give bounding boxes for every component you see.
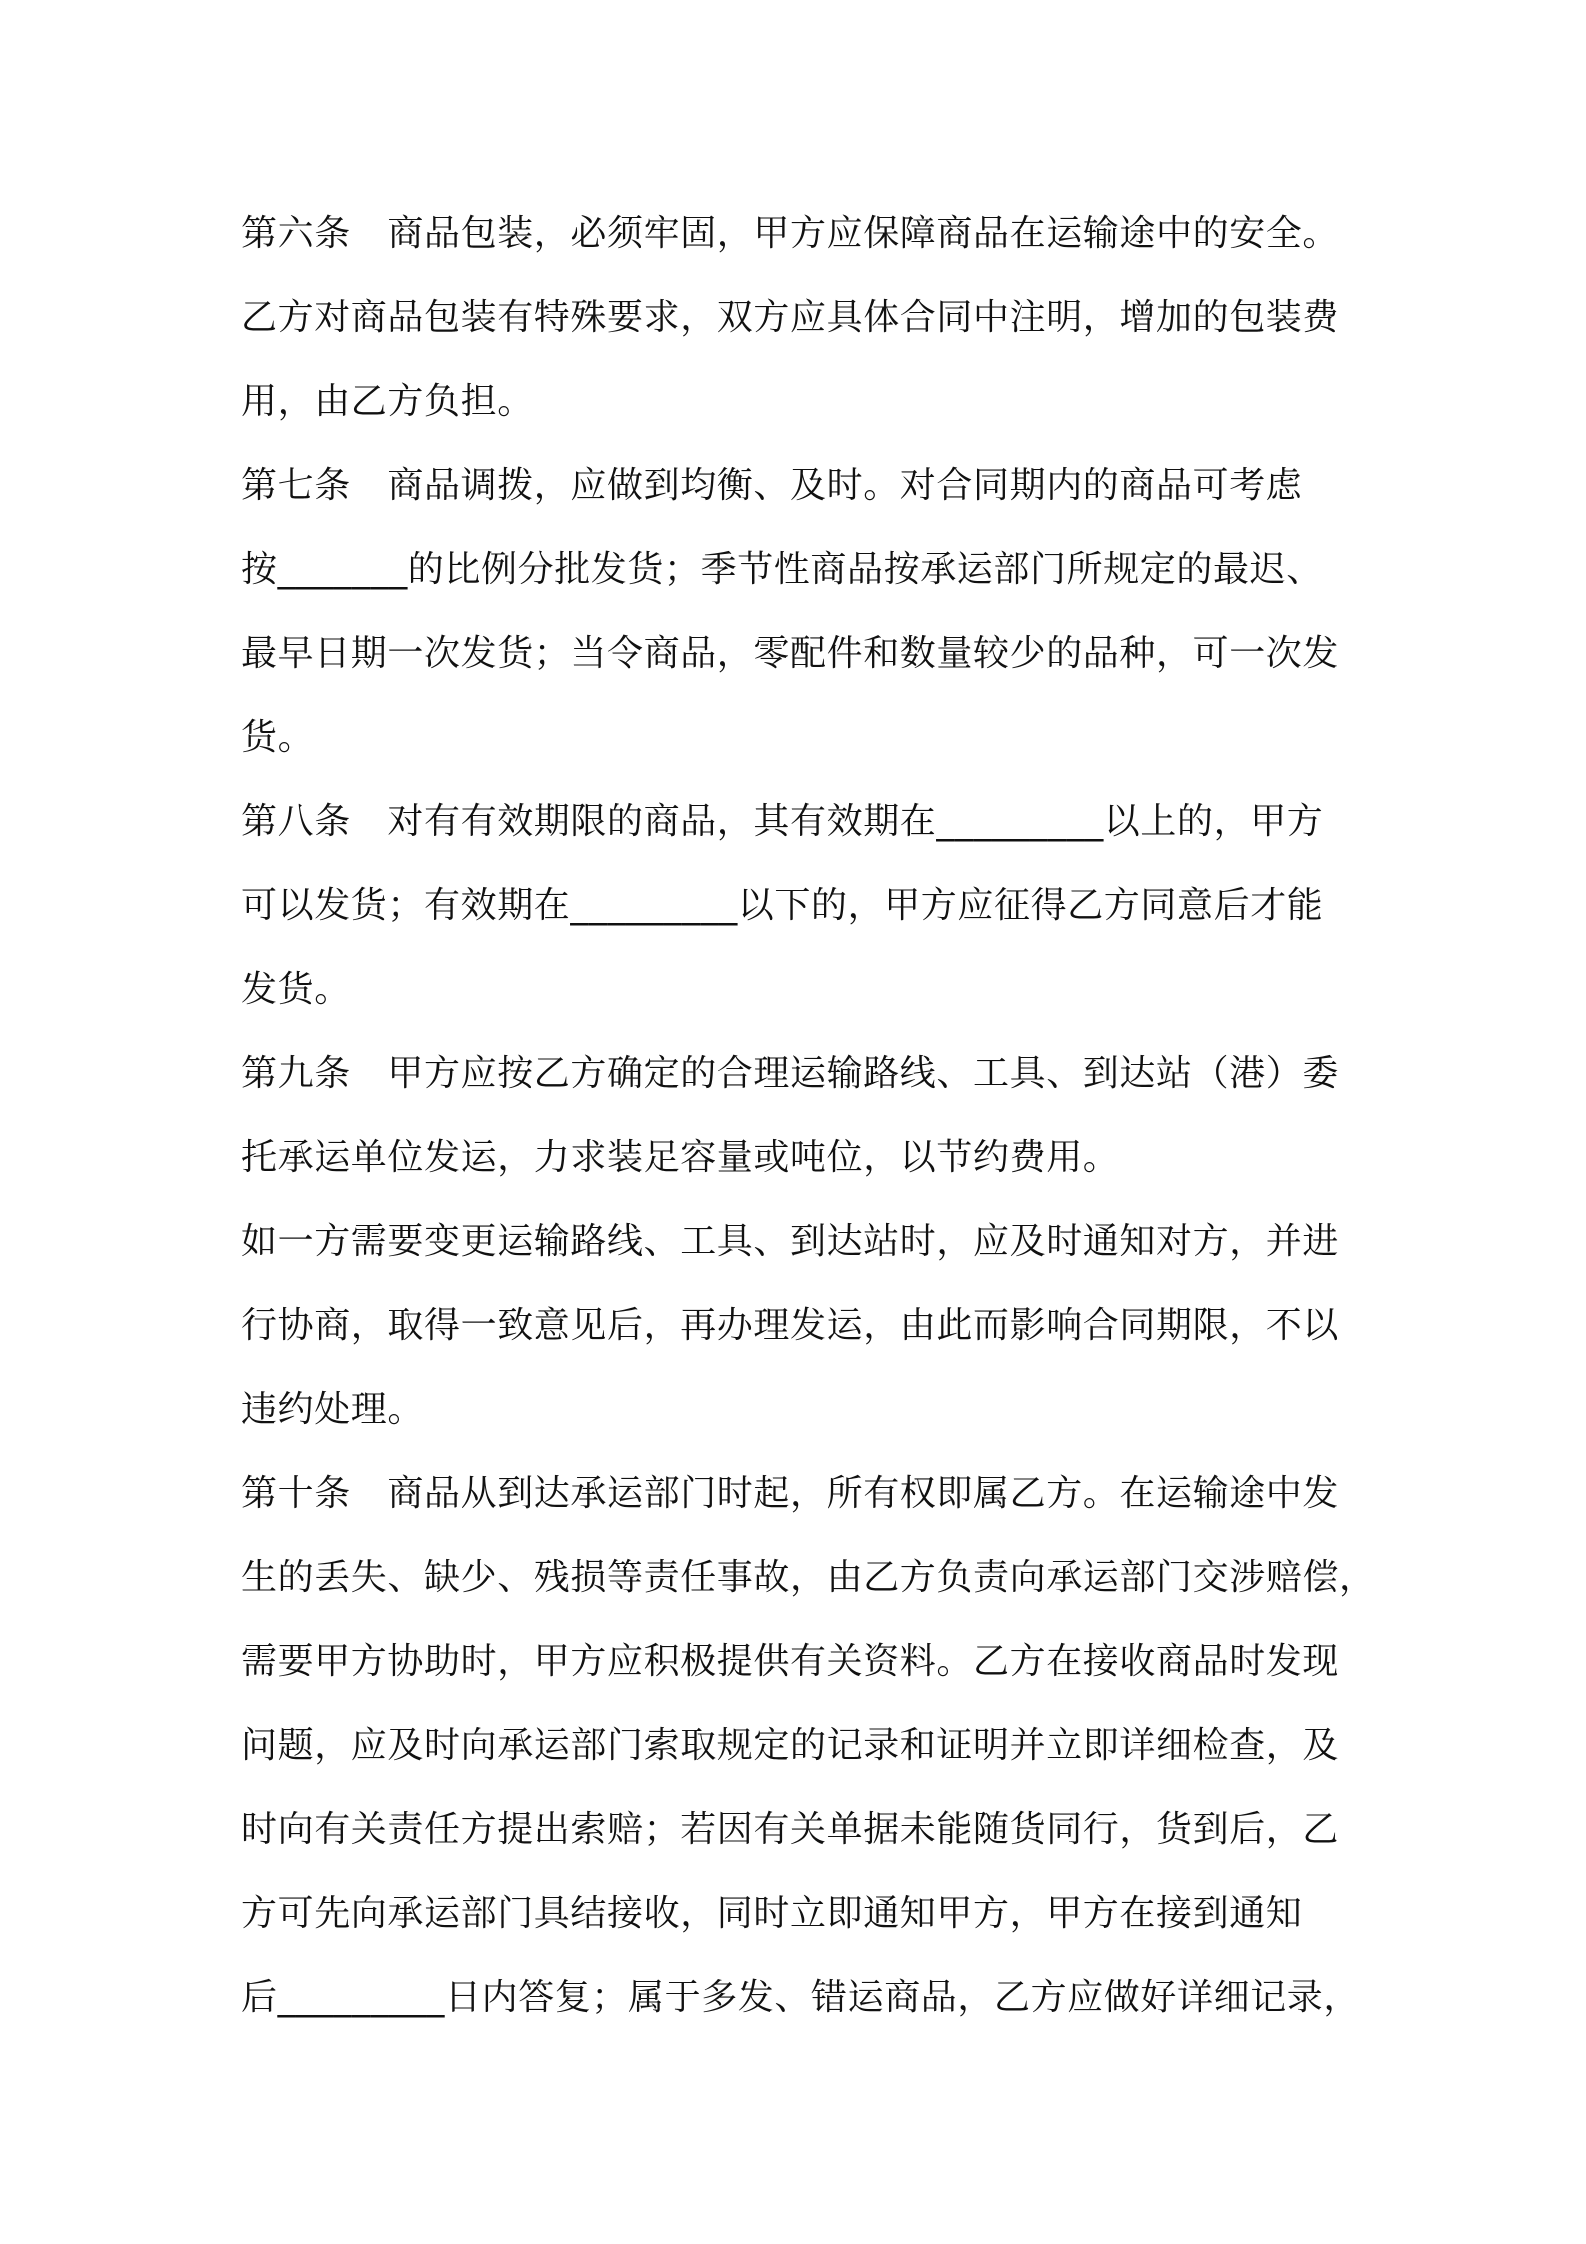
text-line: 第七条 商品调拨，应做到均衡、及时。对合同期内的商品可考虑: [241, 465, 1303, 506]
document-body: [241, 192, 1376, 2040]
text-line: 托承运单位发运，力求装足容量或吨位，以节约费用。: [241, 1137, 1120, 1178]
text-line: 乙方对商品包装有特殊要求，双方应具体合同中注明，增加的包装费: [241, 297, 1340, 338]
text-line: 最早日期一次发货；当令商品，零配件和数量较少的品种，可一次发: [241, 633, 1340, 674]
text-line: 货。: [241, 717, 315, 758]
text-line: 行协商，取得一致意见后，再办理发运，由此而影响合同期限，不以: [241, 1305, 1340, 1346]
text-line: 按_______的比例分批发货；季节性商品按承运部门所规定的最迟、: [241, 549, 1323, 590]
text-line: 可以发货；有效期在_________以下的，甲方应征得乙方同意后才能: [241, 885, 1324, 926]
text-line: 第十条 商品从到达承运部门时起，所有权即属乙方。在运输途中发: [241, 1473, 1340, 1514]
text-line: 后_________日内答复；属于多发、错运商品，乙方应做好详细记录，: [241, 1977, 1360, 2018]
text-line: 第九条 甲方应按乙方确定的合理运输路线、工具、到达站（港）委: [241, 1053, 1340, 1094]
text-line: 如一方需要变更运输路线、工具、到达站时，应及时通知对方，并进: [241, 1221, 1340, 1262]
text-line: 生的丢失、缺少、残损等责任事故，由乙方负责向承运部门交涉赔偿，: [241, 1557, 1376, 1598]
text-line: 时向有关责任方提出索赔；若因有关单据未能随货同行，货到后，乙: [241, 1809, 1340, 1850]
text-line: 用，由乙方负担。: [241, 381, 534, 422]
text-line: 方可先向承运部门具结接收，同时立即通知甲方，甲方在接到通知: [241, 1893, 1303, 1934]
text-line: 发货。: [241, 969, 351, 1010]
text-line: 第六条 商品包装，必须牢固，甲方应保障商品在运输途中的安全。: [241, 213, 1340, 254]
text-line: 问题，应及时向承运部门索取规定的记录和证明并立即详细检查，及: [241, 1725, 1340, 1766]
text-line: 需要甲方协助时，甲方应积极提供有关资料。乙方在接收商品时发现: [241, 1641, 1340, 1682]
text-line: 违约处理。: [241, 1389, 425, 1430]
text-line: 第八条 对有有效期限的商品，其有效期在_________以上的，甲方: [241, 801, 1324, 842]
